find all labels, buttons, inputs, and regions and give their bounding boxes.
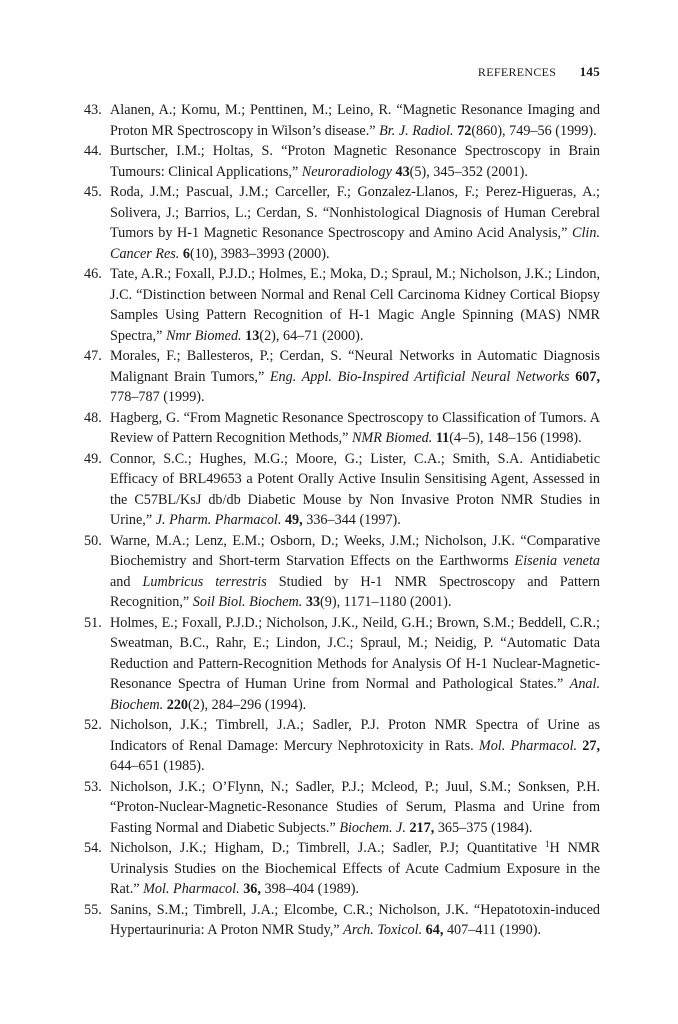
reference-volume: 11 — [435, 430, 450, 446]
reference-entry — [84, 100, 600, 141]
reference-number: 48. — [84, 409, 102, 426]
reference-journal: Clin. Cancer Res. — [110, 225, 600, 262]
reference-text: Nicholson, J.K.; Higham, D.; Timbrell, J.A.; Sadler, P.J; Quantitative — [110, 840, 545, 856]
reference-volume: 64, — [425, 922, 444, 938]
reference-number: 49. — [84, 450, 102, 467]
page-number: 145 — [579, 64, 600, 79]
reference-text: Morales, F.; Ballesteros, P.; Cerdan, S. “Neural Networks in Automatic Diagnosis Malignant Brain Tumors,” — [110, 348, 600, 385]
reference-entry — [84, 715, 600, 777]
reference-number: 43. — [84, 102, 102, 118]
reference-text: 336–344 (1997). — [302, 512, 401, 528]
reference-text: Nicholson, J.K.; O’Flynn, N.; Sadler, P.J.; Mcleod, P.; Juul, S.M.; Sonksen, P.H. “Proton-Nuclear-Magnetic-Resonance Studies of Serum, Plasma and Urine from Fasting Normal and Diabetic Subjects.” — [110, 778, 600, 836]
reference-journal: Biochem. J. — [339, 819, 406, 836]
reference-volume: 43 — [395, 163, 410, 180]
reference-number: 54. — [84, 840, 102, 856]
reference-entry — [84, 449, 600, 531]
reference-volume: 220 — [166, 696, 189, 713]
reference-entry — [84, 408, 600, 449]
reference-number: 52. — [84, 717, 102, 733]
reference-text: 398–404 (1989). — [260, 881, 360, 897]
reference-text: Alanen, A.; Komu, M.; Penttinen, M.; Leino, R. “Magnetic Resonance Imaging and Proton MR Spectroscopy in Wilson’s disease.” — [110, 102, 600, 139]
reference-entry — [84, 531, 600, 613]
reference-text: (4–5), 148–156 (1998). — [449, 430, 582, 446]
reference-entry — [84, 264, 600, 346]
section-title: REFERENCES — [477, 65, 557, 79]
reference-text: Studied by H-1 NMR Spectroscopy and Pattern Recognition,” — [110, 573, 600, 610]
reference-number: 53. — [84, 778, 102, 795]
reference-superscript: 1 — [544, 839, 550, 849]
reference-volume: 36, — [243, 881, 261, 897]
reference-volume: 72 — [457, 122, 472, 139]
reference-journal: Eisenia veneta — [514, 553, 601, 569]
reference-text: (2), 64–71 (2000). — [259, 327, 364, 344]
reference-number: 55. — [84, 901, 102, 918]
reference-text: Holmes, E.; Foxall, P.J.D.; Nicholson, J.K., Neild, G.H.; Brown, S.M.; Beddell, C.R.; Sweatman, B.C., Rahr, E.; Lindon, J.C.; Spraul, M.; Neidig, P. “Automatic Data Reduction and Pattern-Recognition Methods for Analysis Of H-1 Nuclear-Magnetic-Resonance Spectra of Human Urine from Normal and Pathological States.” — [110, 614, 600, 692]
reference-text: Nicholson, J.K.; Timbrell, J.A.; Sadler, P.J. Proton NMR Spectra of Urine as Indicators of Renal Damage: Mercury Nephrotoxicity in Rats. — [110, 717, 600, 754]
reference-text: Tate, A.R.; Foxall, P.J.D.; Holmes, E.; Moka, D.; Spraul, M.; Nicholson, J.K.; Lindon, J.C. “Distinction between Normal and Renal Cell Carcinoma Kidney Cortical Biopsy Samples Using Pattern Recognition of H-1 Magic Angle Spinning (MAS) NMR Spectra,” — [110, 266, 600, 344]
reference-text: and — [110, 573, 143, 590]
reference-text: Hagberg, G. “From Magnetic Resonance Spectroscopy to Classification of Tumors. A Review of Pattern Recognition Methods,” — [110, 409, 600, 446]
reference-number: 46. — [84, 266, 102, 282]
reference-journal: Mol. Pharmacol. — [143, 881, 240, 897]
reference-number: 47. — [84, 348, 102, 364]
reference-entry — [84, 838, 600, 900]
reference-list — [84, 100, 600, 941]
reference-entry — [84, 141, 600, 182]
reference-volume: 6 — [182, 245, 190, 262]
reference-volume: 13 — [245, 327, 260, 344]
reference-text: Sanins, S.M.; Timbrell, J.A.; Elcombe, C.R.; Nicholson, J.K. “Hepatotoxin-induced Hypertaurinuria: A Proton NMR Study,” — [110, 901, 600, 938]
reference-text: 644–651 (1985). — [110, 758, 205, 774]
reference-number: 44. — [84, 143, 102, 159]
reference-journal: Arch. Toxicol. — [343, 922, 423, 938]
reference-text: Burtscher, I.M.; Holtas, S. “Proton Magnetic Resonance Spectroscopy in Brain Tumours: Clinical Applications,” — [110, 143, 600, 180]
reference-text: (5), 345–352 (2001). — [409, 163, 528, 180]
reference-entry — [84, 900, 600, 941]
reference-text: (2), 284–296 (1994). — [188, 696, 307, 713]
reference-journal: Anal. Biochem. — [110, 676, 600, 713]
reference-journal: Soil Biol. Biochem. — [192, 594, 303, 610]
reference-number: 51. — [84, 614, 102, 631]
reference-entry — [84, 346, 600, 408]
reference-journal: NMR Biomed. — [351, 430, 433, 446]
reference-entry — [84, 613, 600, 716]
reference-journal: Nmr Biomed. — [165, 327, 242, 344]
reference-volume: 33 — [305, 594, 321, 610]
reference-journal: Mol. Pharmacol. — [478, 737, 578, 754]
reference-volume: 27, — [582, 737, 600, 754]
reference-text: (9), 1171–1180 (2001). — [320, 594, 452, 610]
reference-text: 365–375 (1984). — [434, 819, 533, 836]
reference-text: (10), 3983–3993 (2000). — [190, 245, 330, 262]
reference-journal: Lumbricus terrestris — [142, 573, 267, 590]
reference-volume: 607, — [575, 368, 601, 385]
reference-journal: Br. J. Radiol. — [379, 122, 454, 139]
reference-text: Roda, J.M.; Pascual, J.M.; Carceller, F.; Gonzalez-Llanos, F.; Perez-Higueras, A.; Solivera, J.; Barrios, L.; Cerdan, S. “Nonhistological Diagnosis of Human Cerebral Tumors by H-1 Magnetic Resonance Spectroscopy and Amino Acid Analysis,” — [110, 184, 600, 241]
reference-text: 407–411 (1990). — [443, 922, 542, 938]
reference-volume: 217, — [409, 819, 435, 836]
reference-text: H NMR Urinalysis Studies on the Biochemical Effects of Acute Cadmium Exposure in the Rat.” — [110, 840, 600, 897]
reference-text: 778–787 (1999). — [110, 389, 205, 405]
reference-journal: Eng. Appl. Bio-Inspired Artificial Neural Networks — [269, 368, 570, 385]
reference-number: 50. — [84, 532, 102, 549]
reference-text: Warne, M.A.; Lenz, E.M.; Osborn, D.; Weeks, J.M.; Nicholson, J.K. “Comparative Biochemistry and Short-term Starvation Effects on the Earthworms — [110, 532, 600, 569]
running-header — [84, 64, 600, 80]
reference-text: (860), 749–56 (1999). — [471, 122, 597, 139]
reference-text: Connor, S.C.; Hughes, M.G.; Moore, G.; Lister, C.A.; Smith, S.A. Antidiabetic Efficacy of BRL49653 a Potent Orally Active Insulin Sensitising Agent, Assessed in the C57BL/KsJ db/db Diabetic Mouse by Non Invasive Proton NMR Studies in Urine,” — [110, 450, 600, 528]
reference-entry — [84, 777, 600, 839]
reference-entry — [84, 182, 600, 264]
reference-number: 45. — [84, 184, 102, 200]
reference-journal: J. Pharm. Pharmacol. — [155, 512, 282, 528]
reference-volume: 49, — [284, 512, 303, 528]
reference-journal: Neuroradiology — [301, 163, 392, 180]
